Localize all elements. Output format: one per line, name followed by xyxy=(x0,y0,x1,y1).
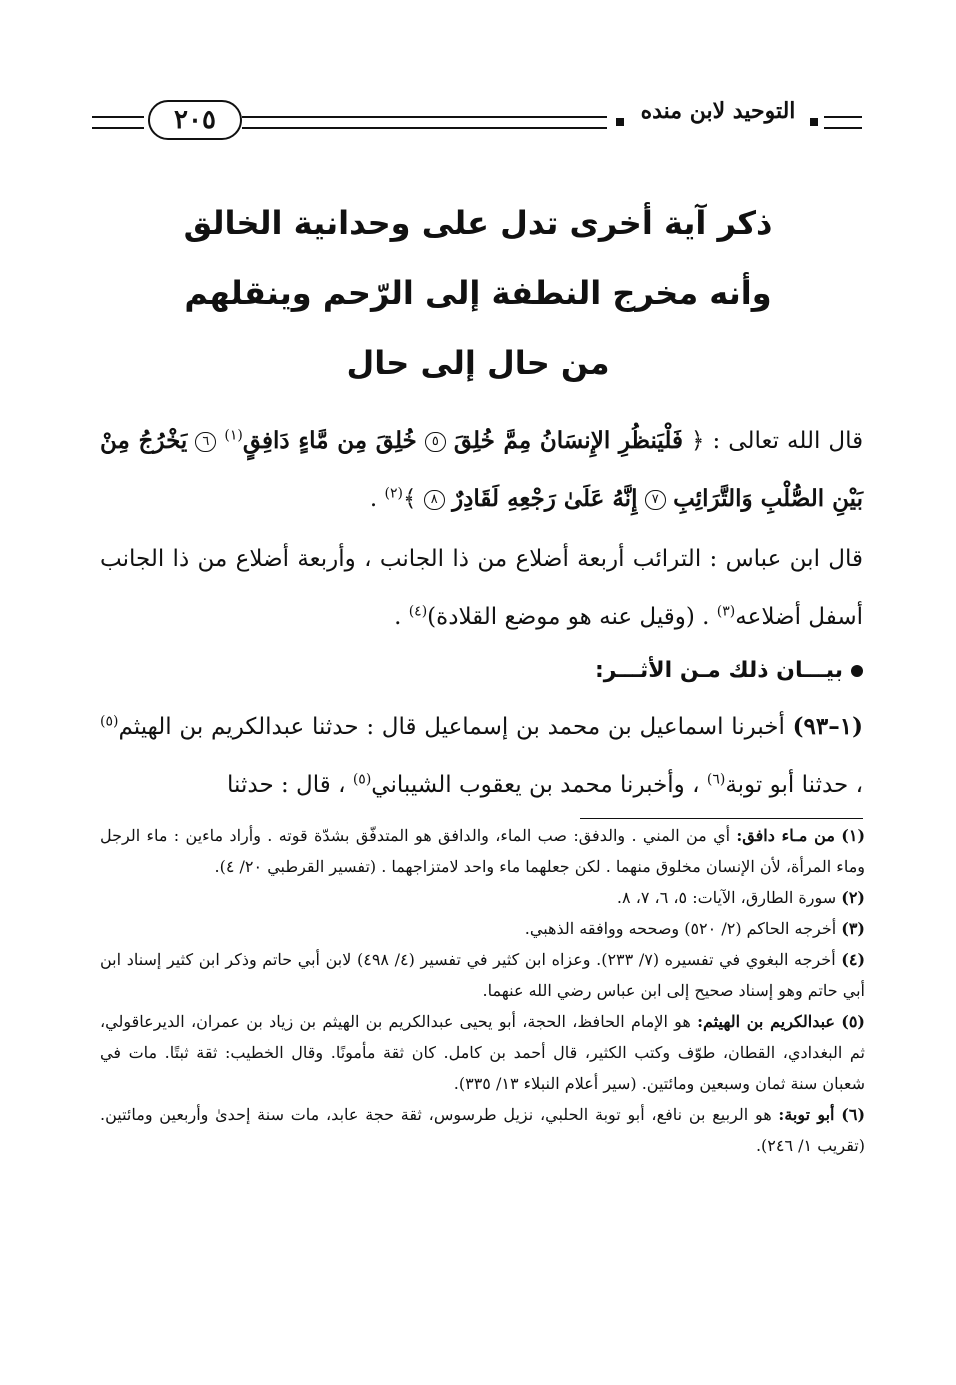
footnote-lead: أبو توبة: xyxy=(778,1105,835,1124)
footnote-text: أخرجه البغوي في تفسيره (٧/ ٢٣٣). وعزاه ابن كثير في تفسير (٤/ ٤٩٨) لابن أبي حاتم وذكر ابن كثير إسناد ابن أبي حاتم وهو إسناد صحيح إلى ابن عباس رضي الله عنهما. xyxy=(100,950,865,1000)
footnote-ref-1: (١) xyxy=(224,427,243,444)
footnote-ref-6: (٦) xyxy=(706,771,726,788)
header-square-icon xyxy=(810,118,818,126)
footnote-number: (١) xyxy=(841,826,866,845)
footnote-number: (٥) xyxy=(841,1012,865,1031)
ibn-abbas-paragraph xyxy=(100,530,863,646)
abbas-text: قال ابن عباس : الترائب أربعة أضلاع من ذا الجانب ، وأربعة أضلاع من ذا الجانب أسفل أضلاعه xyxy=(100,546,863,630)
ayah-number-8: ٨ xyxy=(424,490,445,510)
page-header xyxy=(92,96,862,146)
footnote-6 xyxy=(100,1099,865,1161)
isnad-text-4: ، قال : حدثنا xyxy=(227,772,346,798)
ayah-number-5: ٥ xyxy=(425,432,446,452)
footnote-text: سورة الطارق، الآيات: ٥، ٦، ٧، ٨. xyxy=(616,888,837,907)
chapter-title-line-1: ذكر آية أخرى تدل على وحدانية الخالق xyxy=(183,204,773,242)
verse-5: فَلْيَنظُرِ الإِنسَانُ مِمَّ خُلِقَ xyxy=(453,427,683,454)
chapter-title-line-3: من حال إلى حال xyxy=(346,344,610,382)
footnote-ref-5b: (٥) xyxy=(352,771,372,788)
verse-7: يَخْرُجُ مِنْ بَيْنِ الصُّلْبِ وَالتَّرَائِبِ xyxy=(100,427,863,512)
header-rule-middle xyxy=(242,116,607,129)
hadith-number: (١–٩٣) xyxy=(792,713,863,740)
footnote-separator xyxy=(580,818,863,819)
footnote-text: أخرجه الحاكم (٢/ ٥٢٠) وصححه ووافقه الذهبي. xyxy=(524,919,837,938)
footnote-2 xyxy=(100,882,865,913)
footnote-ref-3: (٣) xyxy=(716,603,736,620)
ayah-number-6: ٦ xyxy=(195,432,216,452)
footnote-ref-5: (٥) xyxy=(100,713,119,730)
isnad-paragraph xyxy=(100,698,863,814)
header-rule-right xyxy=(824,116,862,129)
header-square-icon xyxy=(616,118,624,126)
footnote-ref-4: (٤) xyxy=(408,603,428,620)
footnote-text: أي من المني . والدفق: صب الماء، والدافق هو المتدفّق بشدّة قوته . وأراد ماءين : ماء الرجل وماء المرأة، لأن الإنسان مخلوق منهما . لكن جعلهما ماء واحد لامتزاجهما . (تفسير القرطبي ٢٠/ ٤). xyxy=(100,826,865,876)
section-heading-text: بيـــان ذلك مـن الأثـــر: xyxy=(594,658,843,683)
quote-open-bracket: ﴿ xyxy=(691,428,705,454)
isnad-text-2: ، حدثنا أبو توبة xyxy=(725,772,863,798)
footnote-3 xyxy=(100,913,865,944)
footnote-number: (٦) xyxy=(841,1105,866,1124)
quote-close-bracket: ﴾ xyxy=(402,486,417,512)
ayah-number-7: ٧ xyxy=(645,490,666,510)
footnote-text: هو الربيع بن نافع، أبو توبة الحلبي، نزيل طرسوس، ثقة حجة عابد، مات سنة إحدىٰ وأربعين ومائتين. (تقريب ١/ ٢٤٦). xyxy=(100,1105,865,1155)
footnote-4 xyxy=(100,944,865,1006)
abbas-mid: . (وقيل عنه هو موضع القلادة) xyxy=(427,604,710,630)
footnote-lead: عبدالكريم بن الهيثم: xyxy=(697,1012,835,1031)
page-number: ٢٠٥ xyxy=(148,100,242,140)
footnote-ref-2: (٢) xyxy=(384,485,403,502)
footnote-lead: من مـاء دافق: xyxy=(736,826,835,845)
isnad-text-3: ، وأخبرنا محمد بن يعقوب الشيباني xyxy=(371,772,700,798)
quote-intro: قال الله تعالى : xyxy=(712,428,864,454)
footnote-text: هو الإمام الحافظ، الحجة، أبو يحيى عبدالكريم بن الهيثم بن زياد بن عمران، الديرعاقولي، ثم البغدادي، القطان، طوّف وكتب الكثير، قال أحمد بن كامل. كان ثقة مأمونًا. وقال الخطيب: ثقة ثبتًا. مات في شعبان سنة ثمان وسبعين ومائتين. (سير أعلام النبلاء ١٣/ ٣٣٥). xyxy=(100,1012,865,1093)
footnote-number: (٢) xyxy=(841,888,865,907)
quote-end: . xyxy=(369,486,378,512)
footnote-1 xyxy=(100,820,865,882)
footnote-5 xyxy=(100,1006,865,1099)
book-title: التوحيد لابن منده xyxy=(640,98,796,124)
footnote-number: (٣) xyxy=(841,919,865,938)
footnotes xyxy=(100,820,865,1161)
bullet-icon xyxy=(851,665,863,677)
chapter-title-line-2: وأنه مخرج النطفة إلى الرّحم وينقلهم xyxy=(184,274,772,312)
footnote-number: (٤) xyxy=(841,950,866,969)
verse-6: خُلِقَ مِن مَّاءٍ دَافِقٍ xyxy=(242,427,417,454)
header-rule-left xyxy=(92,116,144,129)
abbas-end: . xyxy=(394,604,402,630)
isnad-text-1: أخبرنا اسماعيل بن محمد بن إسماعيل قال : حدثنا عبدالكريم بن الهيثم xyxy=(118,714,785,740)
quran-quote-paragraph xyxy=(100,412,863,528)
section-heading xyxy=(100,642,863,700)
verse-8: إِنَّهُ عَلَىٰ رَجْعِهِ لَقَادِرٌ xyxy=(452,485,638,512)
